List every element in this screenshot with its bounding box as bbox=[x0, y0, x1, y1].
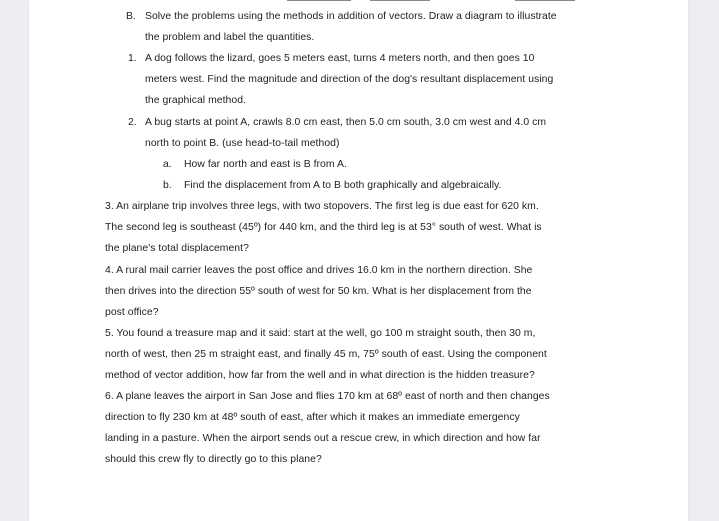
section-b-label: B. bbox=[126, 11, 136, 22]
problem-2b-label: b. bbox=[163, 180, 172, 191]
problem-5-line: north of west, then 25 m straight east, and finally 45 m, 75º south of east. Using the component bbox=[105, 349, 547, 360]
problem-4-line: then drives into the direction 55º south of west for 50 km. What is her displacement from the bbox=[105, 286, 532, 297]
problem-2b-text: Find the displacement from A to B both graphically and algebraically. bbox=[184, 180, 502, 191]
problem-5-line: 5. You found a treasure map and it said: start at the well, go 100 m straight south, then 30 m, bbox=[105, 328, 536, 339]
problem-2-line: north to point B. (use head-to-tail method) bbox=[145, 138, 340, 149]
problem-1-label: 1. bbox=[128, 53, 137, 64]
problem-1-line: A dog follows the lizard, goes 5 meters east, turns 4 meters north, and then goes 10 bbox=[145, 53, 535, 64]
section-b-line: the problem and label the quantities. bbox=[145, 32, 315, 43]
problem-2a-label: a. bbox=[163, 159, 172, 170]
problem-2-line: A bug starts at point A, crawls 8.0 cm east, then 5.0 cm south, 3.0 cm west and 4.0 cm bbox=[145, 117, 547, 128]
problem-1-line: the graphical method. bbox=[145, 95, 246, 106]
problem-4-line: 4. A rural mail carrier leaves the post office and drives 16.0 km in the northern direction. She bbox=[105, 265, 533, 276]
problem-2a-text: How far north and east is B from A. bbox=[184, 159, 347, 170]
problem-5-line: method of vector addition, how far from the well and in what direction is the hidden treasure? bbox=[105, 370, 535, 381]
problem-6-line: should this crew fly to directly go to this plane? bbox=[105, 454, 322, 465]
blank-underline bbox=[287, 0, 351, 1]
problem-3-line: 3. An airplane trip involves three legs, with two stopovers. The first leg is due east for 620 km. bbox=[105, 201, 539, 212]
blank-underline bbox=[515, 0, 575, 1]
problem-4-line: post office? bbox=[105, 307, 159, 318]
section-b-line: Solve the problems using the methods in addition of vectors. Draw a diagram to illustrate bbox=[145, 11, 557, 22]
problem-6-line: landing in a pasture. When the airport sends out a rescue crew, in which direction and how far bbox=[105, 433, 541, 444]
problem-6-line: direction to fly 230 km at 48º south of east, after which it makes an immediate emergency bbox=[105, 412, 520, 423]
problem-3-line: The second leg is southeast (45º) for 440 km, and the third leg is at 53° south of west. What is bbox=[105, 222, 542, 233]
document-page bbox=[29, 0, 688, 521]
problem-1-line: meters west. Find the magnitude and direction of the dog's resultant displacement using bbox=[145, 74, 554, 85]
problem-3-line: the plane's total displacement? bbox=[105, 243, 249, 254]
problem-2-label: 2. bbox=[128, 117, 137, 128]
blank-underline bbox=[370, 0, 430, 1]
problem-6-line: 6. A plane leaves the airport in San Jose and flies 170 km at 68º east of north and then changes bbox=[105, 391, 550, 402]
